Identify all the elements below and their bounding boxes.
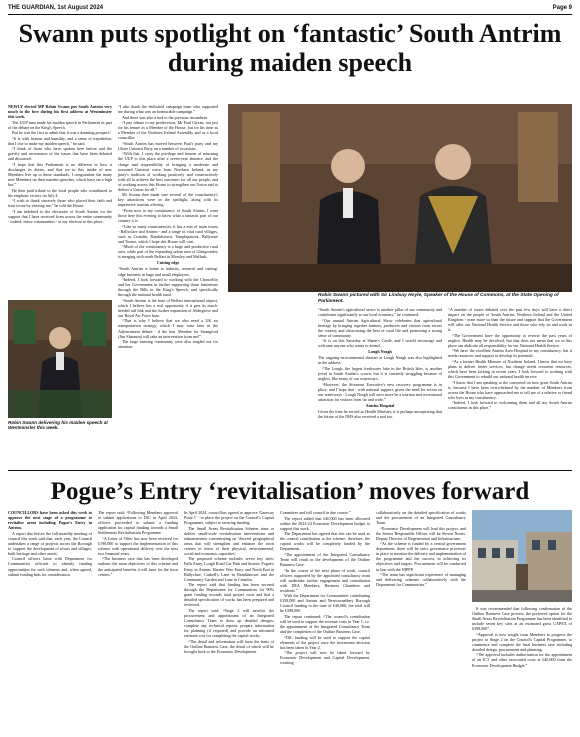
paragraph: “It is with honour and humility, and a sense of trepidation, that I rise to make my maiden speech,” he said. (8, 135, 112, 146)
crosshead: Antrim Hospital (365, 402, 395, 408)
story1-column-4 (448, 307, 572, 469)
paragraph: “I also thank the dedicated campaign team who supported me during what was an honourable campaign.” (118, 104, 218, 115)
story2-column-6 (472, 606, 572, 732)
header-rule (8, 14, 572, 15)
paragraph: Council officers liaise with Department for Communities officials to identify funding opportunities for such schemes and, when agreed, submit funding bids for consideration. (8, 556, 92, 577)
paragraph: “Economic Development will lead this project, and the Senior Responsible Officer will be Steven Norris, Deputy Director of Regeneration and Infrastructure. (376, 525, 466, 541)
paragraph: “We have the excellent Antrim Area Hospital in my constituency, but it needs resources and support to develop its potential. (448, 348, 572, 359)
paragraph: “The Lough, the largest freshwater lake in the British Isles, is another jewel in South Antrim's crown, but it is currently struggling because of neglect, like many of our waterways. (318, 366, 442, 382)
paragraph: “DfC funding will be used to support the capital elements of the project once the investment decision has been taken in Year 2. (280, 634, 370, 650)
paragraph: The ongoing environmental disaster at Lough Neagh was also highlighted in the address. (318, 355, 442, 366)
paragraph: He then paid tribute to the local people who contributed to his emphatic victory on July 4. (8, 187, 112, 198)
paragraph: Given the time he served as Health Minister, it is perhaps unsurprising that the future of the NHS also received a nod too. (318, 408, 442, 419)
paragraph: Mr Swann then made sure several of the constituency's key attractions were in the spotlight, along with its impressive tourism offering. (118, 192, 218, 208)
paragraph: “As the scheme is funded by a central government department, there will be strict governance processes in place to monitor the delivery and implementation of the programme and the success in achieving its objectives and targets. Procurement will be conducted in line with the NIPPP. (376, 541, 466, 572)
paragraph: “I wish to thank sincerely those who placed their faith and trust in me by electing me,” he told the House. (8, 198, 112, 209)
paper-title-date: THE GUARDIAN, 1st August 2024 (8, 5, 104, 11)
paragraph: The Department has agreed that this can be used as the council contribution to the scheme; therefore, the capital works will be completely funded by the Department. (280, 531, 370, 552)
paragraph: “Indeed, I look forward to welcoming them and all my South Antrim constituents in this place.” (448, 400, 572, 411)
paragraph: The UUP man made his maiden speech in Parliament as part of the debate on the King's Speech. (8, 119, 112, 130)
story1-column-2 (118, 104, 218, 468)
paragraph: “A number of issues debated over the past few days will have a direct impact on the people of South Antrim, Northern Ireland and the United Kingdom - none more so than the future and support that the Government will offer our National Health Service and those who rely on and work in it. (448, 307, 572, 333)
paragraph: “The project will now be taken forward by Economic Development and Capital Development, working (280, 650, 370, 666)
paragraph: collaboratively on the detailed specification of works and the procurement of an Integrated Consultancy Team. (376, 510, 466, 526)
paragraph: The report said: “Stage 2 will involve the procurement and appointment of an Integrated Consultancy Team to draw up detailed designs, complete any technical reports, prepare information for planning (if required) and provide an informed estimate cost for completing the capital works. (184, 607, 274, 639)
paragraph: “I pay tribute to my predecessor, Mr Paul Girvan, not just for his tenure as a Member of the House, but for his time as a Member of the Northern Ireland Assembly and as a local councillor. (118, 120, 218, 141)
story2-column-2 (98, 510, 178, 732)
paragraph: “The team has significant experience of managing and delivering schemes collaboratively with the Department for Communities.” (376, 572, 466, 588)
paragraph: A report due before the full monthly meeting of council this week said that, each year, the Council undertakes a range of projects across the Borough to 'support the development of towns and villages, built heritage and other assets'. (8, 530, 92, 556)
paragraph: NEWLY elected MP Robin Swann put South Antrim very much to the fore during his first address at Westminster this week. (8, 104, 112, 120)
paragraph: The report continued: “The council's contribution will be used to support the revenue costs in Year 1, i.e. the appointment of the Integrated Consultancy Team and the completion of the Outline Business Case. (280, 613, 370, 635)
paragraph: “In the course of the next phase of work, council officers supported by the appointed consultancy team will undertake further engagement and consultation with DEA Members, Business Chambers and residents.” (280, 567, 370, 593)
story1-column-3 (318, 307, 442, 469)
paragraph: “The approval includes authorisation for the appointment of an ICT and other associated costs at £40,000 from the Economic Development Budget.” (472, 652, 572, 668)
paragraph: The proposed scheme includes seven key sites: Fulls Entry, Lough Road Car Park and historic Pogue's Entry in Antrim, Harrier Way Entry and North End in Ballyclare, Cashell's Lane in Randalstown and the Community Garden and Lane in Crumlin. (184, 556, 274, 582)
paragraph: “South Antrim is home to industry, research and cutting-edge business in large and small employers. (118, 266, 218, 277)
story2-column-5 (376, 510, 466, 732)
paragraph: “I hope that this Parliament is no different in how it discharges its duties, and that we in this intake of new Members live up to those standards. I congratulate the many new Members on their maiden speeches, which have set a high bar.” (8, 162, 112, 188)
story2-headline: Pogue’s Entry ‘revitalisation’ moves forward (50, 478, 530, 505)
paragraph: “However, the Stormont Executive's new recovery programme is in place, and I hope that - with national support, given the need for action on our waterways - Lough Neagh will once more be a tourism and recreational attraction for visitors from far and wide.” (318, 381, 442, 402)
story-divider-rule (8, 470, 572, 471)
story2-column-3 (184, 510, 274, 732)
paragraph: “South Antrim is the base of Belfast international airport, which I believe has a real opportunity if it gets its much-needed rail link and the further expansion of Aldergrove and our Royal Air Force base. (118, 297, 218, 318)
story1-column-1 (8, 104, 112, 298)
paragraph: “I think of those who have spoken here before and the gravity and seriousness of the issues that have been debated and discussed. (8, 146, 112, 162)
paragraph: The Small Areas Revitalisation Scheme aims to deliver small-scale revitalisation interventions and enhancements concentrating on 'discreet geographical areas that will strengthen and enhance the town centres in terms of their physical, environmental, social and economic capacities'. (184, 525, 274, 556)
paragraph: “The Government have the opportunity to reverse the past years of neglect. Health may be devolved, but that does not mean that we in this place can abdicate all responsibility for our National Health Service. (448, 332, 572, 348)
paragraph: In April 2024, councillors agreed to approve 'Gateway Point 1' - to place the project on the Council's Capital Programme, subject to securing funding. (184, 510, 274, 526)
story1-photo1-caption: Robin Swann delivering his maiden speech at Westminster this week. (8, 420, 108, 431)
paragraph: “That is why I believe that we also need a UK air transportation strategy, which I may raise later in the Adjournment debate - if the hon. Member for Strangford (Jim Shannon) will take an intervention from me!” (118, 318, 218, 339)
paragraph: “It is on this Saturday at Shane's Castle, and I would encourage and welcome anyone who wants to attend. (318, 338, 442, 349)
pogues-entry-photo (472, 510, 572, 602)
pogues-entry-street-icon (472, 510, 572, 602)
story2-column-4 (280, 510, 370, 732)
paragraph: “Like so many constituencies, it has a mix of main towns - Ballyclare and Antrim - and a range of vital rural villages, such as Crumlin, Randalstown, Templepatrick, Ballynure and Toome, which I hope this House will visit. (118, 223, 218, 244)
page-header (8, 3, 572, 13)
paragraph: But he was the first to admit that it was a daunting prospect! (12, 130, 111, 136)
westminster-photo-icon (8, 300, 112, 418)
paragraph: Committee and full council in due course.” (280, 510, 351, 515)
paragraph: “Much of the constituency is a large and productive rural area, while part of the expanding urban area of Glengormley is merging with north Belfast in Mossley and Mallusk. (118, 244, 218, 260)
paragraph: With the Department for Communities contributing £358,000 and Antrim and Newtownabbey Borough Council funding to the tune of £40,000, the total will be £398,000. (280, 593, 370, 614)
story2-column-1 (8, 510, 92, 732)
paragraph: “South Antrim's agricultural sector is another pillar of our community and contributes significantly to our local economy,” he continued. (318, 307, 442, 318)
paragraph: “South Antrim has moved between Paul's party and my Ulster Unionist Party on a number of occasions. (118, 140, 218, 151)
swann-and-speaker-photo (228, 104, 572, 292)
paragraph: It was recommended that following confirmation of the Outline Business Case process, the preferred option for the Small Areas Revitalisation Programme has been identified to include seven key sites at an estimated gross CAPEX of £398,000”. (472, 606, 572, 632)
paragraph: “I know that I am speaking to the converted on how great South Antrim is, because I have been overwhelmed by the number of Members from across the House who have approached me to tell me of a relative or friend who lives in my constituency. (448, 379, 572, 400)
paragraph: “The detail and information will form the basis of the Outline Business Case, the detail of which will be brought back to the Economic Development (184, 638, 274, 654)
paragraph: “The appointment of the Integrated Consultancy Team will result in the development of the Outline Business Case. (280, 551, 370, 567)
paragraph: “From now to my constituency of South Antrim, I want those here this evening to know what a fantastic part of our country it is. (118, 207, 218, 224)
paragraph: “A Letter of Offer has now been received for £198,000 to support the implementation of this scheme with operational delivery over the next two financial years. (98, 535, 178, 556)
speaker-photo-icon (228, 104, 572, 292)
crosshead: Cutting edge (156, 260, 180, 266)
paragraph: “I am indebted to the electorate of South Antrim for the support that I have received from across the entire community - indeed, entire communities - in my election to this place. (8, 208, 112, 225)
paragraph: “As a former Health Minister of Northern Ireland, I know that we have plans to deliver better services, but change needs recurrent resources, which have been lacking in recent years. I look forward to working with this Government to rebuild our national health service. (448, 358, 572, 380)
story1-headline: Swann puts spotlight on ‘fantastic’ South Antrim during maiden speech (18, 19, 562, 77)
paragraph: “Our annual Antrim Agricultural Show celebrates that agricultural heritage by bringing together farmers, producers and visitors from across the country and showcasing the best of rural life and promoting a strong sense of community. (318, 317, 442, 338)
paragraph: “Indeed, I look forward to working with the Chancellor and her Government in further supporting those businesses through the Bills in the King's Speech, and specifically through the national health fund. (118, 277, 218, 298)
paragraph: The report said that funding has been secured through the Department for Communities for 90% grant funding towards total project costs and that a detailed specification of works has been prepared and reviewed. (184, 582, 274, 608)
paragraph: The large farming community were also singled out for attention. (118, 339, 218, 350)
paragraph: The report said: “Following Members approval to submit applications to DfC in April 2024, officers proceeded to submit a funding application for capital funding towards a Small Settlements Revitalisation Programme. (98, 510, 178, 536)
paragraph: “Approval is now sought from Members to progress the project to Stage 2 on the Council's Capital Programme, to commence and complete the final business case including detailed design, procurement and planning. (472, 631, 572, 652)
paragraph: The report added that £40,000 has been allocated within the 2023-24 Economic Development budget to support this work. (280, 515, 370, 531)
paragraph: COUNCILLORS have been asked this week to approve the next stage of a programme to revitalise areas including Pogue's Entry in Antrim. (8, 510, 92, 531)
robin-swann-westminster-photo (8, 300, 112, 418)
crosshead: Lough Neagh (368, 349, 392, 355)
story1-photo2-caption: Robin Swann pictured with Sir Lindsay Hoyle, Speaker of the House of Commons, at the State Opening of Parliament. (318, 293, 559, 304)
paragraph: “The business case that has been developed outlines the main objectives of this scheme and the anticipated benefits it will have for the town centres.” (98, 556, 178, 577)
page-number: Page 9 (552, 5, 572, 11)
paragraph: And there was also a nod to the previous incumbent. (122, 114, 208, 120)
paragraph: “With that, I carry the privilege and honour of returning the UUP to this place after a seven-year absence, and the charge and responsibility of bringing a moderate and reasoned Unionist voice from Northern Ireland, in my party's tradition of working positively and constructively with all to achieve the best outcomes for all our people, and of working across this House to strengthen our Union and to deliver a Union for all.” (118, 151, 218, 192)
